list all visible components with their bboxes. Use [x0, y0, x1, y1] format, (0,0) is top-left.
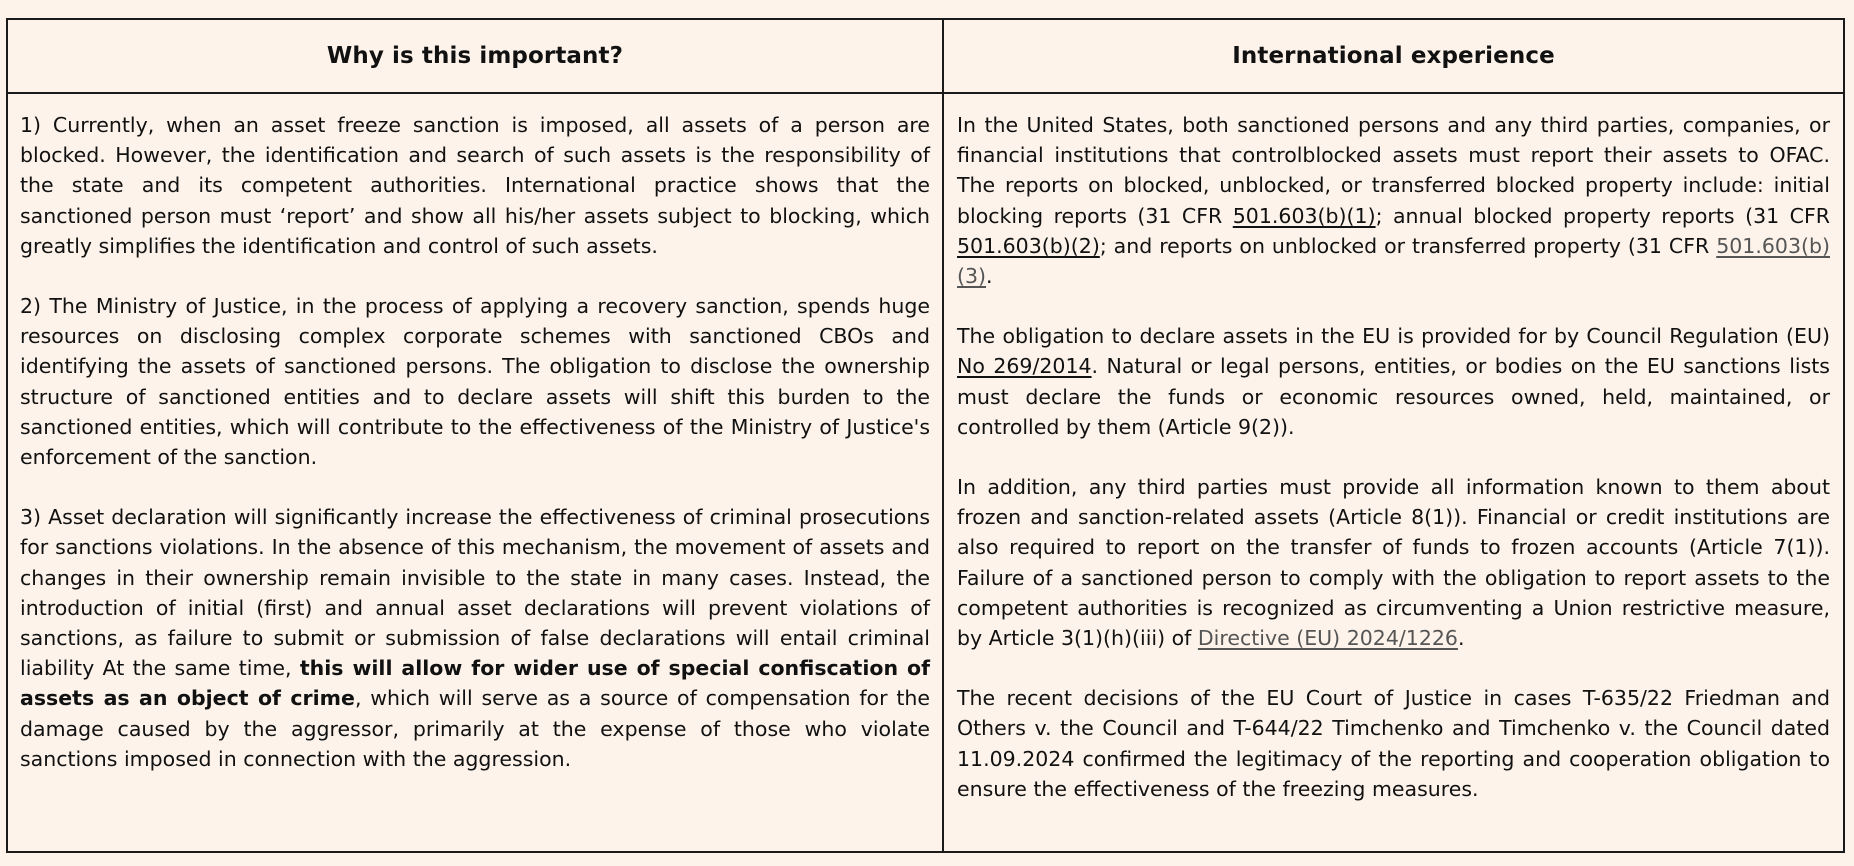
why-paragraph-1: 1) Currently, when an asset freeze sanction is imposed, all assets of a person are blocked. However, the identification and search of such assets is the responsibility of the state and its competent authorities. International practice shows that the sanctioned person must ‘report’ and show all his/her assets subject to blocking, which greatly simplifies the identification and control of such assets.: [20, 113, 930, 258]
intl-us-text-c: ; and reports on unblocked or transferred property (31 CFR: [1099, 233, 1717, 258]
why-paragraph-3: [20, 502, 930, 774]
why-paragraph-3-text-a: 3) Asset declaration will significantly increase the effectiveness of criminal prosecutions for sanctions violations. In the absence of this mechanism, the movement of assets and changes in their ownership remain invisible to the state in many cases. Instead, the introduction of initial (first) and annual asset declarations will prevent violations of sanctions, as failure to submit or submission of false declarations will entail criminal liability At the same time,: [20, 505, 930, 681]
intl-paragraph-third-parties: [957, 472, 1830, 653]
cfr-link-501-603-b-1[interactable]: 501.603(b)(1): [1232, 203, 1376, 228]
intl-us-text-b: ; annual blocked property reports (31 CFR: [1375, 203, 1830, 228]
why-important-cell: [8, 94, 944, 851]
intl-eu-text-a: The obligation to declare assets in the EU is provided for by Council Regulation (EU): [957, 324, 1830, 349]
intl-paragraph-us: [957, 110, 1830, 291]
intl-paragraph-eu: [957, 321, 1830, 442]
intl-paragraph-court: The recent decisions of the EU Court of Justice in cases T-635/22 Friedman and Others v. the Council and T-644/22 Timchenko and Timchenko v. the Council dated 11.09.2024 confirmed the legitimacy of the reporting and cooperation obligation to ensure the effectiveness of the freezing measures.: [957, 686, 1830, 801]
header-international-experience: International experience: [944, 20, 1843, 94]
header-why-important: Why is this important?: [8, 20, 944, 94]
intl-us-text-d: .: [986, 264, 993, 289]
intl-eu-text-b: . Natural or legal persons, entities, or bodies on the EU sanctions lists must declare the funds or economic resources owned, held, maintained, or controlled by them (Article 9(2)).: [957, 354, 1830, 439]
regulation-link-269-2014[interactable]: No 269/2014: [957, 354, 1092, 379]
cfr-link-501-603-b-3[interactable]: 501.603(b)(3): [957, 233, 1830, 289]
why-paragraph-3-bold: this will allow for wider use of special confiscation of assets as an object of crime: [20, 656, 930, 711]
international-cell: [944, 94, 1843, 851]
cfr-link-501-603-b-2[interactable]: 501.603(b)(2): [957, 233, 1100, 258]
why-paragraph-2: 2) The Ministry of Justice, in the process of applying a recovery sanction, spends huge resources on disclosing complex corporate schemes with sanctioned CBOs and identifying the assets of sanctioned persons. The obligation to disclose the ownership structure of sanctioned entities and to declare assets will shift this burden to the sanctioned entities, which will contribute to the effectiveness of the Ministry of Justice's enforcement of the sanction.: [20, 294, 930, 470]
directive-link-2024-1226[interactable]: Directive (EU) 2024/1226: [1197, 626, 1458, 651]
intl-third-text-a: In addition, any third parties must provide all information known to them about frozen and sanction-related assets (Article 8(1)). Financial or credit institutions are also required to report on the transfer of funds to frozen accounts (Article 7(1)). Failure of a sanctioned person to comply with the obligation to report assets to the competent authorities is recognized as circumventing a Union restrictive measure, by Article 3(1)(h)(iii) of: [957, 475, 1830, 651]
intl-us-text-a: In the United States, both sanctioned persons and any third parties, companies, or financial institutions that controlblocked assets must report their assets to OFAC. The reports on blocked, unblocked, or transferred blocked property include: initial blocking reports (31 CFR: [957, 113, 1830, 228]
comparison-table: [6, 18, 1845, 853]
why-paragraph-3-text-b: , which will serve as a source of compensation for the damage caused by the aggressor, primarily at the expense of those who violate sanctions imposed in connection with the aggression.: [20, 686, 930, 771]
intl-third-text-b: .: [1457, 626, 1465, 651]
